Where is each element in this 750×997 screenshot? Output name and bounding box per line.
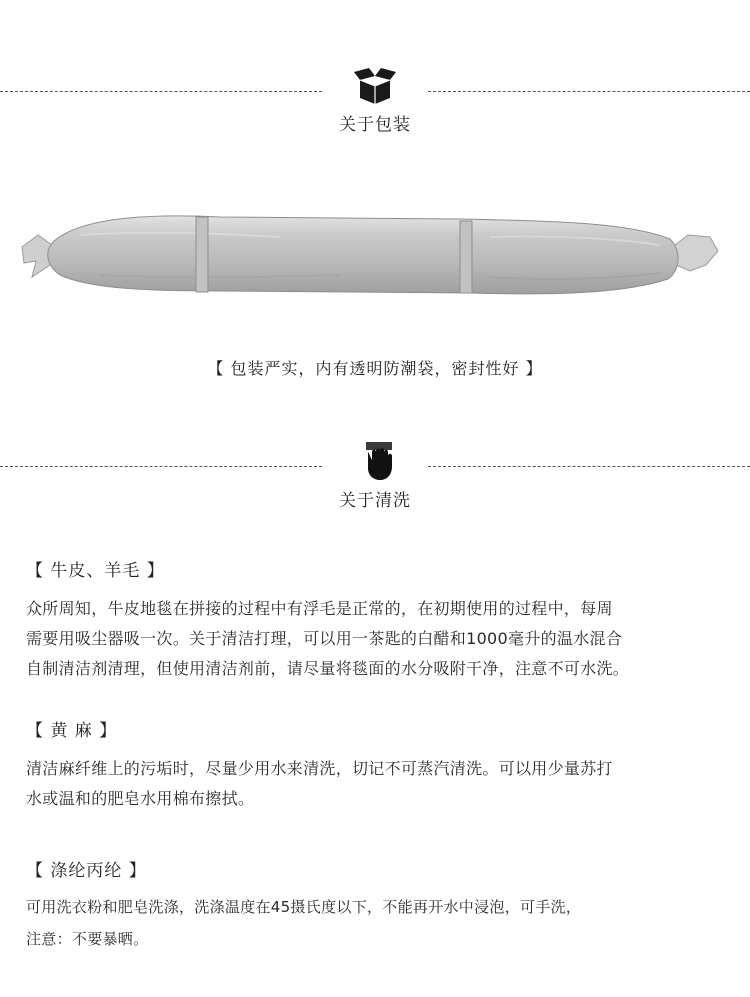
divider-right-2	[428, 466, 750, 467]
paragraph-line: 水或温和的肥皂水用棉布擦拭。	[26, 789, 255, 808]
open-box-icon	[354, 66, 396, 106]
divider-left	[0, 91, 322, 92]
divider-right	[428, 91, 750, 92]
section-heading-polyester: 【 涤纶丙纶 】	[26, 861, 147, 881]
paragraph-line: 自制清洁剂清理，但使用清洁剂前，请尽量将毯面的水分吸附干净，注意不可水洗。	[26, 659, 630, 678]
paragraph-line: 清洁麻纤维上的污垢时，尽量少用水来清洗，切记不可蒸汽清洗。可以用少量苏打	[26, 759, 613, 778]
paragraph-line: 众所周知，牛皮地毯在拼接的过程中有浮毛是正常的，在初期使用的过程中，每周	[26, 599, 613, 618]
paragraph-line: 需要用吸尘器吸一次。关于清洁打理，可以用一茶匙的白醋和1000毫升的温水混合	[26, 629, 623, 648]
divider-left-2	[0, 466, 322, 467]
section-heading-leather-wool: 【 牛皮、羊毛 】	[26, 561, 165, 581]
section-heading-jute: 【 黄 麻 】	[26, 721, 118, 741]
rolled-rug-image	[20, 205, 720, 305]
glove-icon	[362, 440, 396, 482]
paragraph-line: 注意：不要暴晒。	[26, 930, 149, 948]
paragraph-line: 可用洗衣粉和肥皂洗涤，洗涤温度在45摄氏度以下，不能再开水中浸泡，可手洗，	[26, 898, 582, 916]
packaging-caption: 【 包装严实，内有透明防潮袋，密封性好 】	[207, 359, 543, 378]
packaging-title: 关于包装	[339, 115, 411, 135]
cleaning-title: 关于清洗	[339, 491, 411, 511]
